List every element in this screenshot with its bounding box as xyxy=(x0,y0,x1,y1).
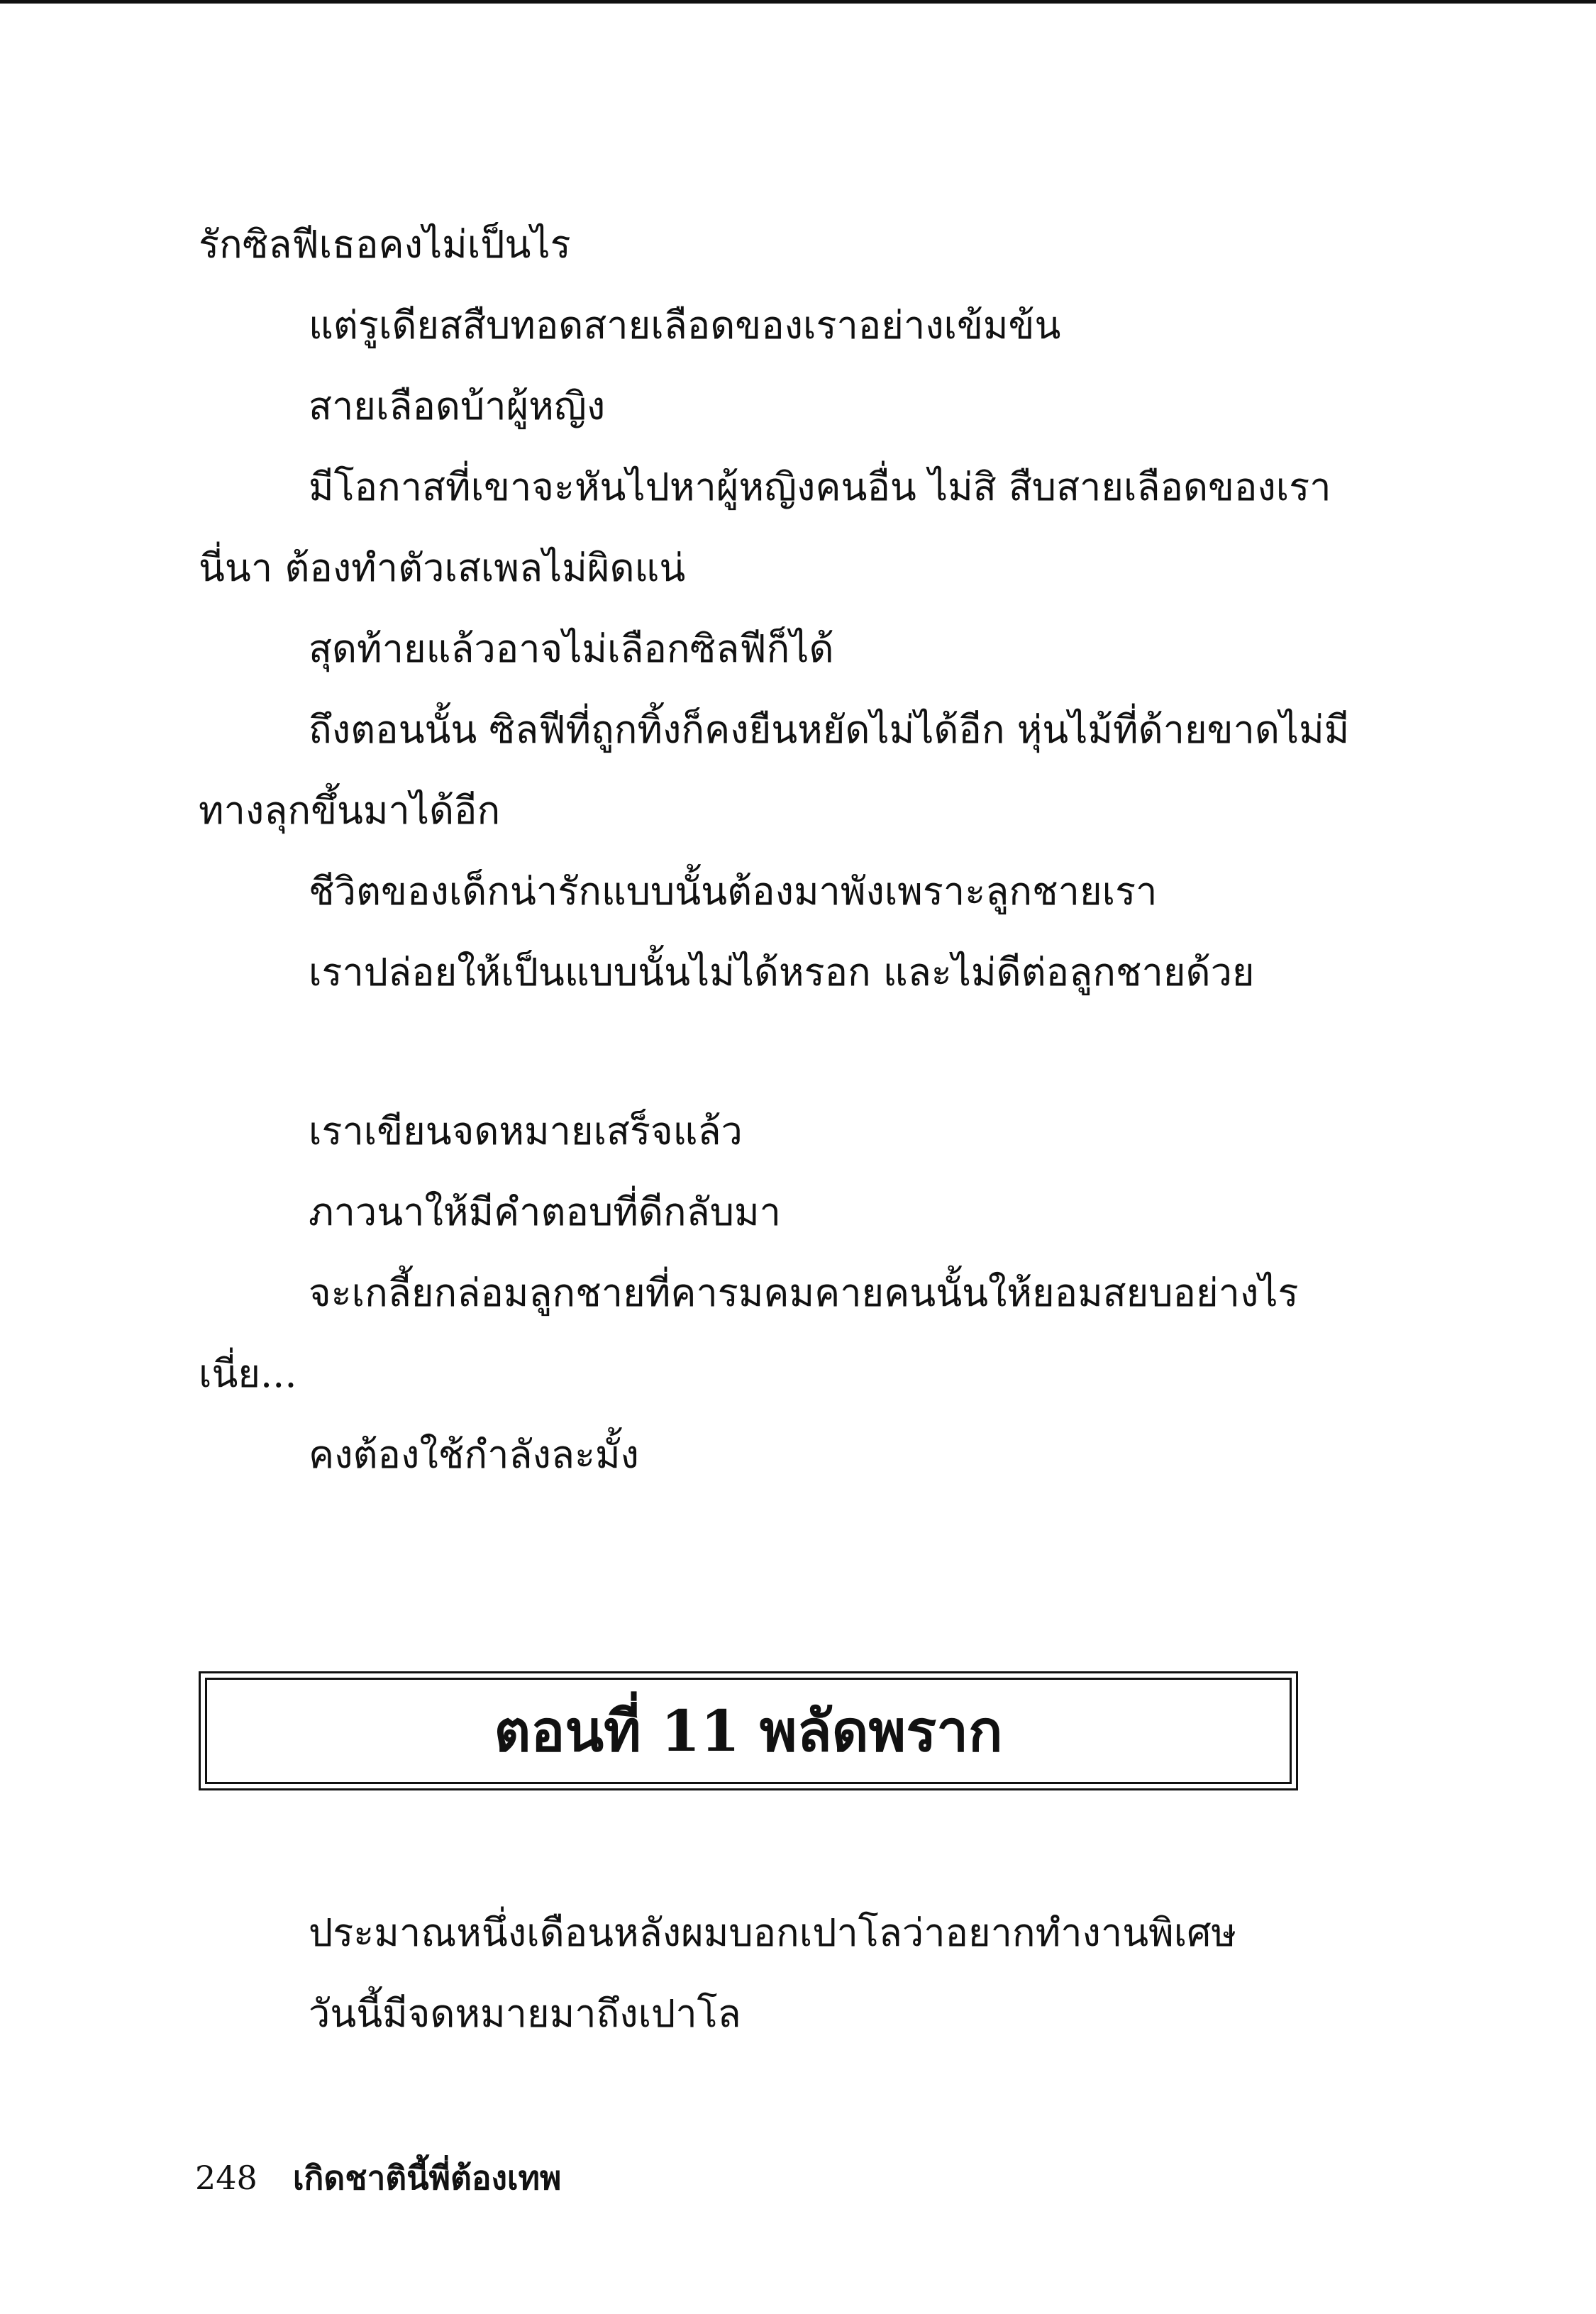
paragraph-line: คงต้องใช้กำลังละมั้ง xyxy=(309,1432,639,1477)
paragraph-line: แต่รูเดียสสืบทอดสายเลือดของเราอย่างเข้มข้น xyxy=(309,303,1061,348)
paragraph-line: รักซิลฟีเธอคงไม่เป็นไร xyxy=(199,222,571,267)
book-title: เกิดชาตินี้พี่ต้องเทพ xyxy=(292,2159,562,2197)
paragraph-line: สายเลือดบ้าผู้หญิง xyxy=(309,384,606,428)
paragraph-line: จะเกลี้ยกล่อมลูกชายที่คารมคมคายคนนั้นให้ยอมสยบอย่างไร xyxy=(309,1271,1299,1315)
top-border-rule xyxy=(0,0,1596,4)
paragraph-line: สุดท้ายแล้วอาจไม่เลือกซิลฟีก็ได้ xyxy=(309,626,834,671)
chapter-title: ตอนที่ 11 พลัดพราก xyxy=(494,1698,1003,1764)
paragraph-line: วันนี้มีจดหมายมาถึงเปาโล xyxy=(309,1991,741,2036)
chapter-heading-inner-frame xyxy=(205,1678,1292,1784)
paragraph-line: เนี่ย... xyxy=(199,1351,297,1396)
paragraph-line: ชีวิตของเด็กน่ารักแบบนั้นต้องมาพังเพราะลูกชายเรา xyxy=(309,869,1158,914)
paragraph-line: เราปล่อยให้เป็นแบบนั้นไม่ได้หรอก และไม่ดีต่อลูกชายด้วย xyxy=(309,950,1255,995)
paragraph-line: เราเขียนจดหมายเสร็จแล้ว xyxy=(309,1109,743,1153)
page-footer xyxy=(195,2157,561,2199)
paragraph-line: ภาวนาให้มีคำตอบที่ดีกลับมา xyxy=(309,1190,781,1234)
chapter-heading-box xyxy=(199,1671,1298,1790)
page-number: 248 xyxy=(195,2159,257,2197)
paragraph-line: นี่นา ต้องทำตัวเสเพลไม่ผิดแน่ xyxy=(199,546,686,590)
paragraph-line: ประมาณหนึ่งเดือนหลังผมบอกเปาโลว่าอยากทำงานพิเศษ xyxy=(309,1910,1237,1955)
paragraph-line: ถึงตอนนั้น ซิลฟีที่ถูกทิ้งก็คงยืนหยัดไม่ได้อีก หุ่นไม้ที่ด้ายขาดไม่มี xyxy=(309,707,1350,752)
paragraph-line: ทางลุกขึ้นมาได้อีก xyxy=(199,788,501,833)
paragraph-line: มีโอกาสที่เขาจะหันไปหาผู้หญิงคนอื่น ไม่สิ สืบสายเลือดของเรา xyxy=(309,465,1331,509)
